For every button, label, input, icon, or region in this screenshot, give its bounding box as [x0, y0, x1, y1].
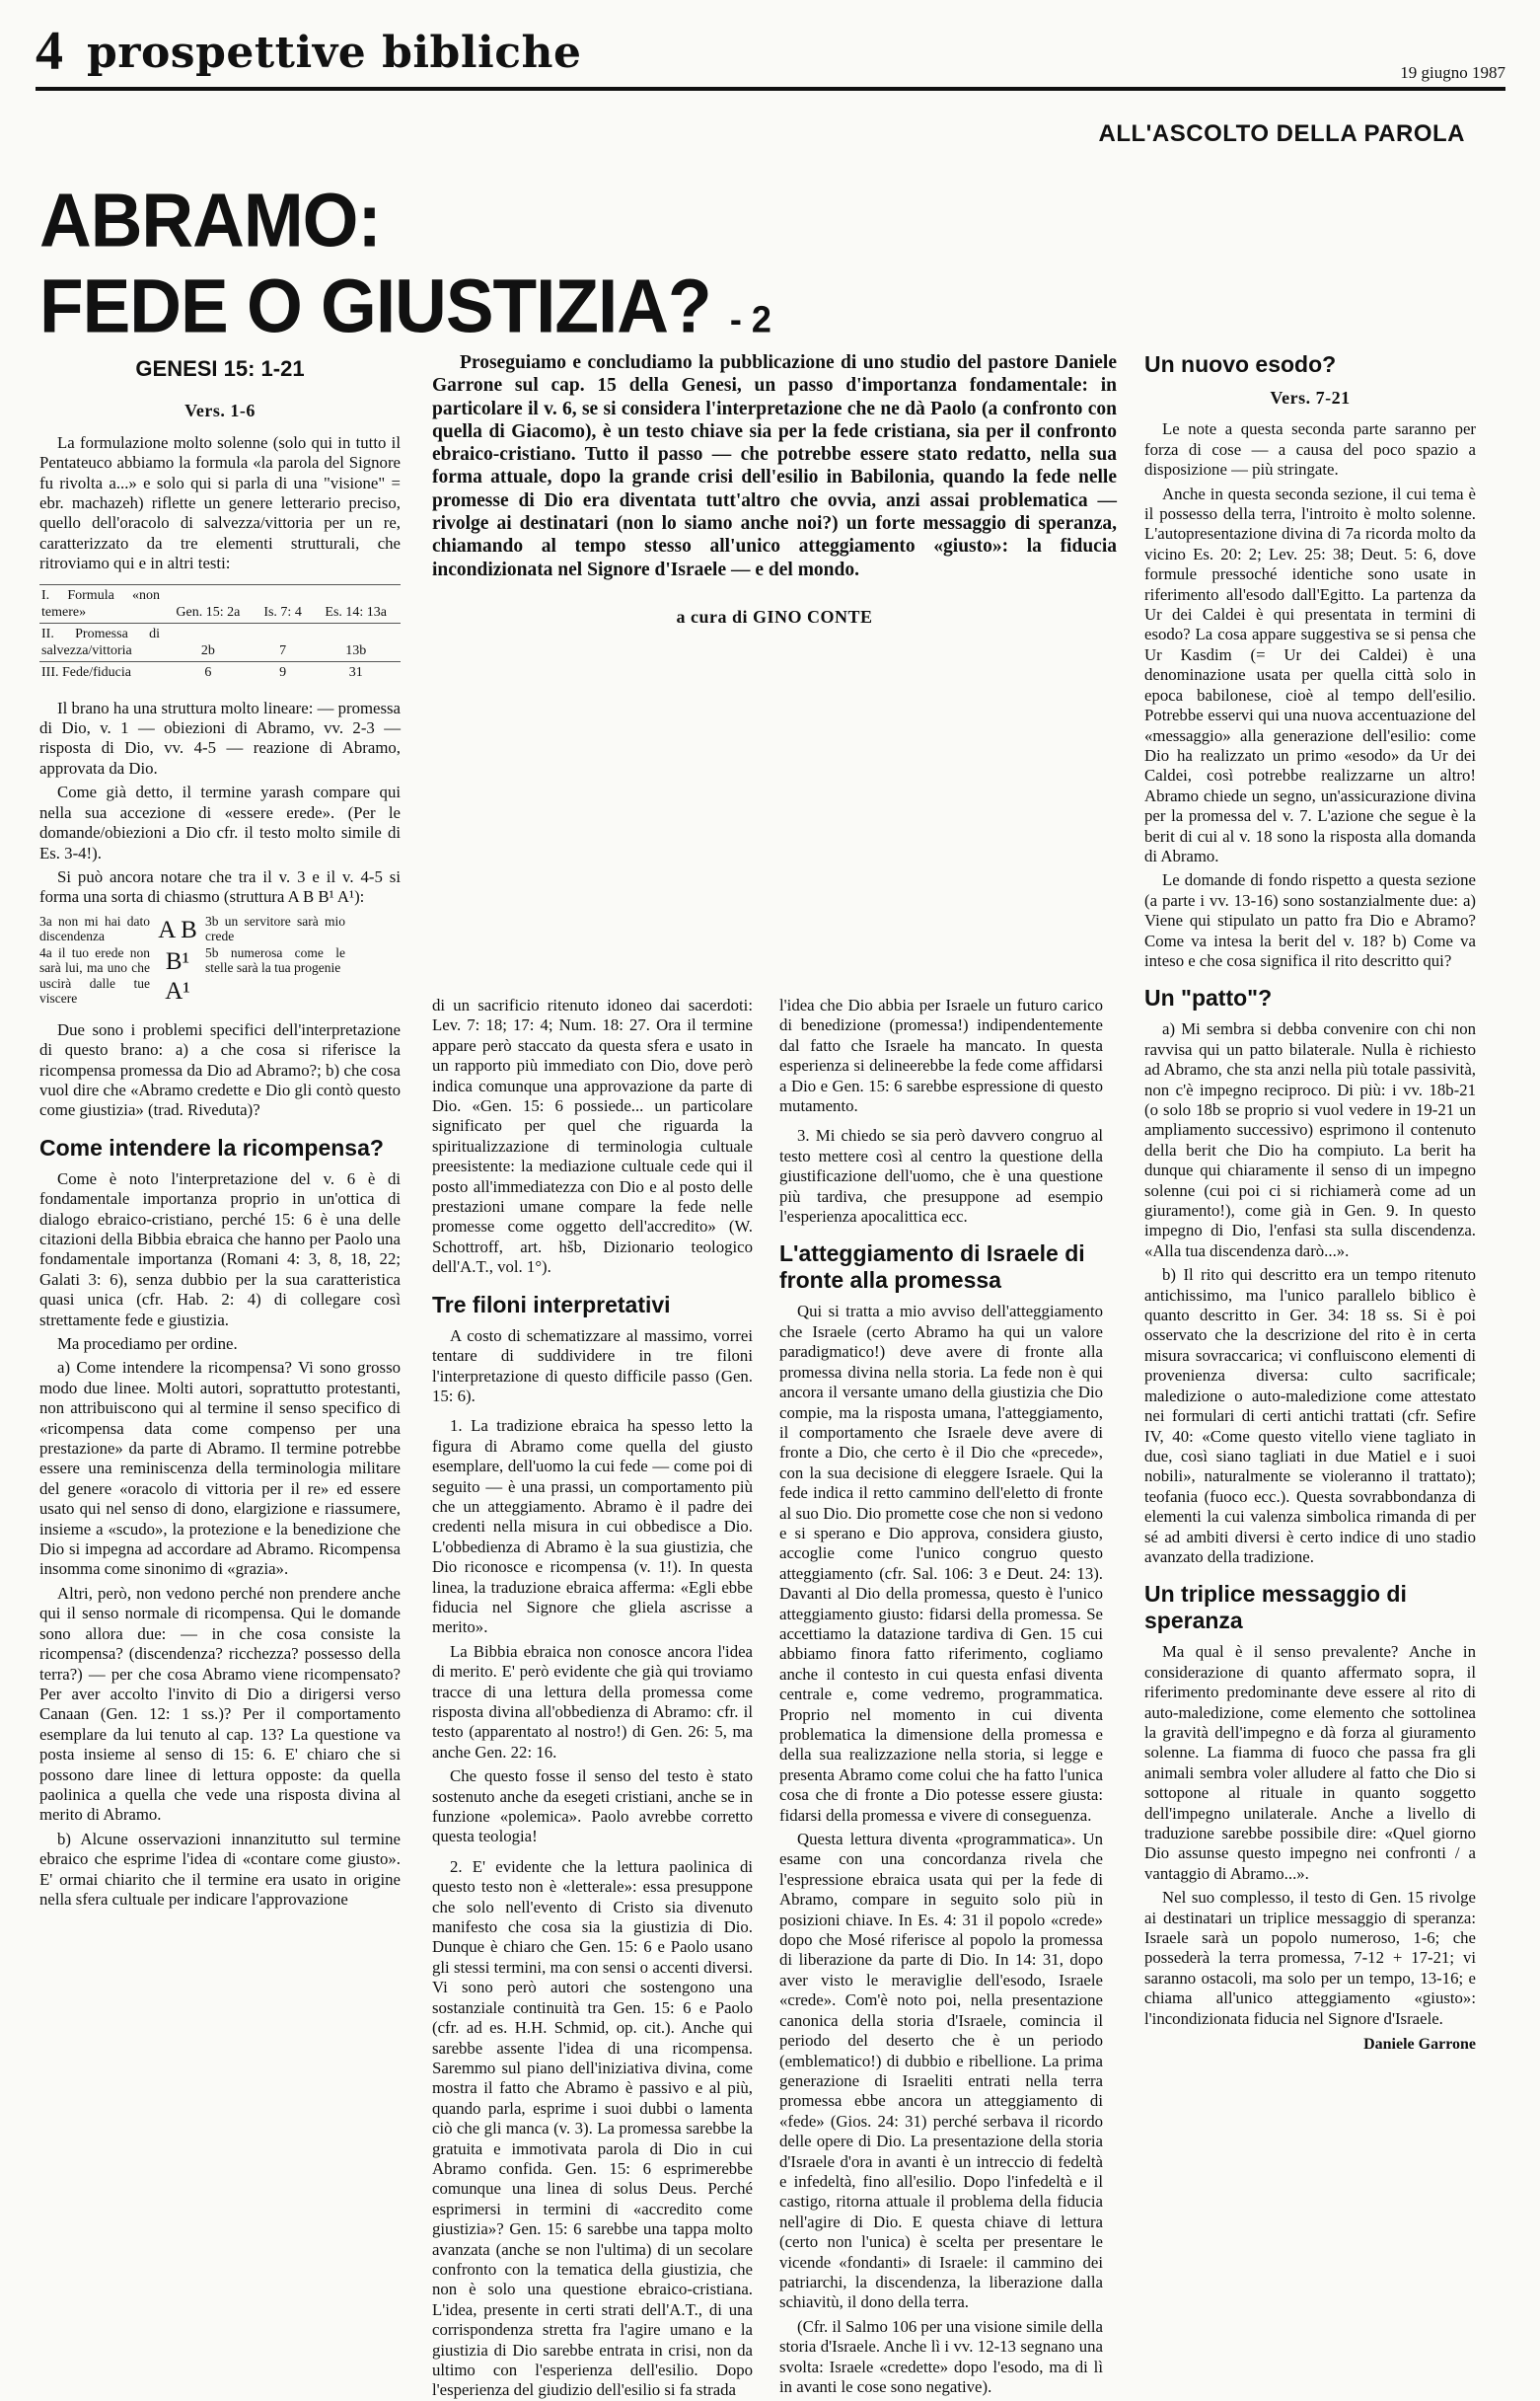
paragraph: di un sacrificio ritenuto idoneo dai sacerdoti: Lev. 7: 18; 17: 4; Num. 18: 27. Ora il termine appare però staccato da questa sfera e usato in un rapporto più immediato con Dio, dove però indica comunque una approvazione da parte di Dio. «Gen. 15: 6 possiede... un particolare significato per quel che riguarda la spiritualizzazione di terminologia cultuale preesistente: la mediazione cultuale cede qui il posto all'immediatezza con Dio e al posto delle prestazioni umane compare la fede nelle promesse come oggetto dell'accreditо» (W. Schottroff, art. hšb, Dizionario teologico dell'A.T., vol. 1°). [432, 996, 753, 1277]
headline-part: - 2 [729, 297, 771, 340]
chiasm-a: 3a non mi hai dato discendenza [39, 913, 150, 944]
paragraph: 2. E' evidente che la lettura paolinica di questo testo non è «letterale»: essa presuppone che solo nell'evento di Cristo sia divenuto manifesto che cosa sia la giustizia di Dio. Dunque è chiaro che Gen. 15: 6 e Paolo usano gli stessi termini, ma con sensi o accenti diversi. Vi sono però autori che sostengono una sostanziale continuità tra Gen. 15: 6 e Paolo (cfr. ad es. H.H. Schmid, op. cit.). Anche qui sarebbe assente l'idea di una ricompensa. Saremmo sul piano dell'iniziativa divina, come mostra il fatto che Abramo è passivo e al più, quando parla, esprime i suoi dubbi o lamenta ciò che gli manca (v. 3). La promessa sarebbe la gratuita e immotivata parola di Dio in cui Abramo confida. Gen. 15: 6 esprimerebbe comunque una linea di solus Deus. Perché esprimersi in termini di «accredito come giustizia»? Gen. 15: 6 sarebbe una tappa molto avanzata (anche se non l'ultima) di un secolare confronto con la tematica della giustizia, che non è solo una questione ebraico-cristiana. L'idea, presente in certi strati dell'A.T., di una corrispondenza stretta fra l'agire umano e la giustizia di Dio sarebbe entrata in crisi, non da ultimo con l'esperienza dell'esilio. Dopo l'esperienza del giudizio dell'esilio si fa strada [432, 1856, 753, 2400]
paragraph: Qui si tratta a mio avviso dell'atteggiamento che Israele (certo Abramo ha qui un valore paradigmatico!) deve avere di fronte alla promessa divina nella storia. La fede non è qui ancora il versante umano della giustizia che Dio compie, ma la risposta umana, l'atteggiamento, il comportamento che Israele deve avere di fronte a Dio, che certo è il Dio che «precede», con la sua decisione di eleggere Israele. Qui la fede indica il retto cammino dell'eletto di fronte al suo Dio. Dio promette cose che non si vedono e si sperano e Dio approva, considera giusto, accoglie come l'unico congruo questo atteggiamento (cfr. Sal. 106: 3 e Deut. 24: 13). Davanti al Dio della promessa, questo è l'unico atteggiamento giusto: fidarsi della promessa. Se accettiamo la datazione tardiva di Gen. 15 cui abbiamo finora fatto riferimento, cogliamo anche il contesto in cui questa enfasi diventa centrale e, come vedremo, programmatica. Proprio nel momento in cui diventa problematica la dimensione della promessa e della sua realizzazione nella storia, si legge e presenta Abramo come colui che ha fatto l'unica cosa che di fronte a Dio potesse essere giusta: fidarsi della promessa e vivere di conseguenza. [779, 1302, 1103, 1825]
table-cell: II. Promessa di salvezza/vittoria [41, 626, 160, 658]
chiasm-letters-top: A B [158, 916, 197, 943]
headline [39, 178, 771, 362]
paragraph: a) Come intendere la ricompensa? Vi sono grosso modo due linee. Molti autori, soprattutto protestanti, non attribuiscono qui al termine il senso specifico di «ricompensa data come compenso per una prestazione» da parte di Abramo. Il termine potrebbe essere una reminiscenza della terminologia militare del genere «oracolo di vittoria per il re» ed essere usato qui nel senso di dono, elargizione e riassumere, insieme a «scudo», la protezione e la benedizione che Dio si impegna ad accordare ad Abramo. Ricompensa insomma come sinonimo di «grazia». [39, 1358, 401, 1579]
page-number: 4 [36, 21, 63, 82]
chiasm-b: 3b un servitore sarà mio crede [205, 913, 345, 944]
vers-heading-1: Vers. 1-6 [184, 401, 256, 421]
paragraph: Il brano ha una struttura molto lineare: — promessa di Dio, v. 1 — obiezioni di Abramo, vv. 2-3 — risposta di Dio, vv. 4-5 — reazione di Abramo, approvata da Dio. [39, 698, 401, 778]
headline-line-2-text: FEDE O GIUSTIZIA? [39, 264, 711, 349]
paragraph: Come è noto l'interpretazione del v. 6 è di fondamentale importanza proprio in un'ottica di dialogo ebraico-cristiano, perché 15: 6 è una delle citazioni della Bibbia ebraica che hanno per Paolo una fondamentale importanza (Romani 4: 3, 8, 18, 22; Galati 3: 6), senza dubbio per la sua caratteristica quasi unica (cfr. Hab. 2: 4) di collegare così strettamente fede e giustizia. [39, 1168, 401, 1329]
paragraph: Altri, però, non vedono perché non prendere anche qui il senso normale di ricompensa. Qui le domande sono allora due: — in che cosa consiste la ricompensa? (discendenza? ricchezza? possesso della terra?) — per che cosa Abramo viene ricompensato? Per aver accolto l'invito di Dio a dirigersi verso Canaan (Gen. 12: 1 ss.)? Per il comportamento esemplare da lui tenuto al cap. 13? La questione va posta insieme al senso di 15: 6. E' chiaro che si possono dare linee di lettura opposte: da quella paolinica a quella che vede una risposta divina al merito di Abramo. [39, 1583, 401, 1825]
masthead-rule [36, 87, 1505, 91]
table-cell: Es. 14: 13a [325, 604, 388, 620]
paragraph: Anche in questa seconda sezione, il cui tema è il possesso della terra, l'introito è molto solenne. L'autopresentazione divina di 7a ricorda molto da vicino Es. 20: 2; Lev. 25: 38; Deut. 5: 6, dove formule pressoché identiche sono usate in riferimento all'esodo dall'Egitto. La partenza da Ur dei Caldei è qui presentata in termini di esodo? La cosa appare suggestiva se si pensa che Ur Kasdim (= Ur dei Caldei) è una denominazione usata per quella città solo in epoca babilonese, cioè al tempo dell'esilio. Potrebbe esservi qui una nuova accentuazione del «messaggio» alla generazione dell'esilio: come Dio ha realizzato un primo «esodo» da Ur dei Caldei, così potrebbe realizzarne un altro! Abramo chiede un segno, un'assicurazione divina per la promessa del v. 7. L'azione che segue è la berit di cui al v. 18 sono la risposta alla domanda di Abramo. [1144, 484, 1476, 865]
table-cell: 2b [200, 642, 215, 658]
section-heading: Come intendere la ricompensa? [39, 1134, 384, 1161]
section-kicker: ALL'ASCOLTO DELLA PAROLA [1098, 120, 1465, 147]
table-cell: 13b [345, 642, 367, 658]
paragraph: (Cfr. il Salmo 106 per una visione simile della storia d'Israele. Anche lì i vv. 12-13 segnano una svolta: Israele «credette» dopo l'esodo, ma di lì in avanti le cose sono negative). [779, 2316, 1103, 2396]
table-cell: III. Fede/fiducia [41, 664, 131, 680]
chiasm-a1: 4a il tuo erede non sarà lui, ma uno che uscirà dalle tue viscere [39, 944, 150, 1007]
table-cell: I. Formula «non temere» [41, 587, 160, 620]
vers-heading-2: Vers. 7-21 [1270, 388, 1351, 408]
paragraph: Si può ancora notare che tra il v. 3 e il v. 4-5 si forma una sorta di chiasmo (struttura A B B¹ A¹): [39, 866, 401, 907]
table-cell: 31 [348, 664, 363, 680]
column-4 [1144, 351, 1476, 2138]
table-row [39, 624, 401, 662]
paragraph: Che questo fosse il senso del testo è stato sostenuto anche da esegeti cristiani, anche se in funzione «polemica». Paolo avrebbe corretto questa teologia! [432, 1766, 753, 1846]
paragraph: Le domande di fondo rispetto a questa sezione (a parte i vv. 13-16) sono sostanzialmente due: a) Viene qui stipulato un patto fra Dio e Abramo? Come va intesa la berit del v. 18? b) Come va inteso e che cosa significa il rito descritto qui? [1144, 870, 1476, 970]
section-heading: Un triplice messaggio di speranza [1144, 1581, 1407, 1634]
paragraph: l'idea che Dio abbia per Israele un futuro carico di benedizione (promessa!) indipendentemente dal fatto che Israele ha mancato. In questa esperienza si delineerebbe la fede come affidarsi a Dio e Gen. 15: 6 sarebbe espressione di questo mutamento. [779, 996, 1103, 1116]
paragraph: A costo di schematizzare al massimo, vorrei tentare di suddividere in tre filoni l'interpretazione di questo difficile passo (Gen. 15: 6). [432, 1325, 753, 1405]
paragraph: Questa lettura diventa «programmatica». Un esame con una concordanza rivela che l'espressione ebraica usata qui per la fede di Abramo, compare in seguito solo più in posizioni chiave. In Es. 4: 31 il popolo «crede» dopo che Mosé riferisce al popolo la promessa di liberazione da parte di Dio. In 14: 31, dopo aver visto le meraviglie dell'esodo, Israele «crede». Com'è noto poi, nella presentazione canonica della storia d'Israele, comincia il periodo del deserto che è un periodo (emblematico!) di dubbio e ribellione. La prima generazione di Israeliti entrati nella terra promessa ebbe ancora un atteggiamento di «fede» (Gios. 24: 31) perché serbava il ricordo delle opere di Dio. La presentazione della storia d'Israele d'ora in avanti è un intreccio di fedeltà e infedeltà, fino all'esilio. Dopo l'infedeltà e il castigo, ritorna attuale il problema della fiducia nell'agire di Dio. E questa chiave di lettura (certo non l'unica) è scelta per presentare le vicende «fondanti» di Israele: il cammino dei patriarchi, la discendenza, la liberazione dalla schiavitù, il dono della terra. [779, 1830, 1103, 2312]
paragraph: a) Mi sembra si debba convenire con chi non ravvisa qui un patto bilaterale. Nulla è richiesto ad Abramo, che sta anzi nella più totale passività, non c'è impegno reciproco. Di più: i vv. 18b-21 (o solo 18b se proprio si vuol vedere in 19-21 un ampliamento successivo) esprimono il contenuto della berit che Dio ha compiuto. La berit ha dunque qui chiaramente il senso di un impegno solenne (cui poi ci si richiamerà come ad un giuramento!), come già in Gen. 9. In questo impegno di Dio, l'enfasi sta sulla discendenza. «Alla tua discendenza darò...». [1144, 1019, 1476, 1260]
article-intro: Proseguiamo e concludiamo la pubblicazione di uno studio del pastore Daniele Garrone sul cap. 15 della Genesi, un passo d'importanza fondamentale: in particolare il v. 6, se si considera l'interpretazione che ne dà Paolo (a confronto con quella di Giacomo), è un testo chiave sia per la fede cristiana, sia per il confronto ebraico-cristiano. Tutto il passo — che potrebbe essere stato redatto, nella sua forma attuale, dopo la grande crisi dell'esilio in Babilonia, quando la fede nelle promesse di Dio era diventata tutt'altro che ovvia, anzi assai problematica — rivolge ai destinatari (non lo siamo anche noi?) un forte messaggio di speranza, chiamando al tempo stesso all'unico atteggiamento «giusto»: la fiducia incondizionata nel Signore d'Israele — e del mondo. [432, 352, 1117, 580]
headline-line-2 [39, 263, 771, 362]
paragraph: 3. Mi chiedo se sia però davvero congruo al testo mettere così al centro la questione della giustificazione dell'uomo, che è una questione più tardiva, che presuppone ad esempio l'esperienza apocalittica ecc. [779, 1126, 1103, 1227]
table-cell: Is. 7: 4 [263, 604, 302, 620]
chiasm-letters-bottom: B¹ A¹ [165, 947, 190, 1005]
author-signature: Daniele Garrone [1363, 2036, 1476, 2054]
table-row [39, 585, 401, 624]
headline-line-1: ABRAMO: [39, 179, 381, 263]
section-heading: Un nuovo esodo? [1144, 351, 1337, 377]
paper-name: prospettive bibliche [87, 28, 582, 78]
column-3 [779, 996, 1103, 2396]
paragraph: b) Alcune osservazioni innanzitutto sul termine ebraico che esprime l'idea di «contare come giusto». E' ormai chiarito che il termine era usato in origine nella sfera cultuale per indicare l'approvazione [39, 1829, 401, 1909]
masthead [36, 21, 1505, 85]
paragraph: Due sono i problemi specifici dell'interpretazione di questo brano: a) a che cosa si riferisce la ricompensa promessa da Dio ad Abramo?; b) che cosa vuol dire che «Abramo credette e Dio gli contò questo come giustizia» (trad. Riveduta)? [39, 1019, 401, 1120]
paragraph: b) Il rito qui descritto era un tempo ritenuto antichissimo, ma l'unico parallelo biblico è quanto descritto in Ger. 34: 18 ss. Si è poi osservato che la descrizione del rito è in certa misura sovraccarica; vi confluiscono elementi di provenienza diversa: culto sacrificale; maledizione o auto-maledizione come attestato nei formulari di certi antichi trattati (cfr. Sefire IV, 40: «Come questo vitello viene tagliato in due, così siano tagliati in due Matiel e i suoi nobili», naturalmente se violeranno il trattato); teofania (fuoco ecc.). Questa sovrabbondanza di elementi la cui valenza simbolica rimanda di per sé ad ambiti diversi è certo indice di uno stadio avanzato della tradizione. [1144, 1265, 1476, 1566]
paragraph: Ma qual è il senso prevalente? Anche in considerazione di quanto affermato sopra, il riferimento predominante deve essere al rito di auto-maledizione, come elemento che sottolinea la gravità dell'impegno e dà forza al giuramento solenne. La fiamma di fuoco che passa fra gli animali sembra voler alludere al fatto che Dio si sottopone al rituale in quanto soggetto dell'impegno unilaterale. Anche a livello di traduzione sarebbe possibile dire: «Quel giorno Dio assunse questo impegno nei confronti / a vantaggio di Abramo...». [1144, 1642, 1476, 1883]
table-cell: 7 [279, 642, 287, 658]
paragraph: 1. La tradizione ebraica ha spesso letto la figura di Abramo come quella del giusto esemplare, dell'uomo la cui fede — come poi di seguito — è una prassi, un comportamento più che un atteggiamento. Abramo è il padre dei credenti nella misura in cui obbedisce a Dio. L'obbedienza di Abramo è la sua giustizia, che Dio riconosce e ricompensa (v. 1!). In questa linea, la traduzione ebraica afferma: «Egli ebbe fiducia nel Signore che gliela ascrisse a merito». [432, 1416, 753, 1637]
column-1 [39, 351, 401, 2098]
paragraph: Come già detto, il termine yarash compare qui nella sua accezione di «essere erede». (Per le domande/obiezioni a Dio cfr. il testo molto simile di Es. 3-4!). [39, 783, 401, 863]
paragraph: Ma procediamo per ordine. [57, 1334, 238, 1353]
column-1-title: GENESI 15: 1-21 [135, 356, 305, 381]
chiasm-b1: 5b numerosa come le stelle sarà la tua progenie [205, 944, 345, 976]
section-heading: L'atteggiamento di Israele di fronte alla promessa [779, 1240, 1085, 1294]
table-row [39, 662, 401, 683]
column-2 [432, 996, 753, 2400]
byline: a cura di GINO CONTE [676, 607, 873, 627]
table-cell: 9 [279, 664, 287, 680]
section-heading: Tre filoni interpretativi [432, 1291, 671, 1317]
paragraph: Nel suo complesso, il testo di Gen. 15 rivolge ai destinatari un triplice messaggio di speranza: Israele sarà un popolo numeroso, 1-6; che possederà la terra promessa, 7-12 + 17-21; vi saranno ostacoli, ma solo per un tempo, 13-16; e chiama all'unico atteggiamento «giusto»: l'incondizionata fiducia nel Signore d'Israele. [1144, 1888, 1476, 2028]
table-cell: Gen. 15: 2a [176, 604, 241, 620]
section-heading: Un "patto"? [1144, 985, 1273, 1012]
paragraph: La Bibbia ebraica non conosce ancora l'idea di merito. E' però evidente che già qui troviamo tracce di una lettura della promessa come risposta divina all'obbedienza di Abramo: cfr. il testo (apparentato al nostro!) di Gen. 26: 5, ma anche Gen. 22: 16. [432, 1641, 753, 1762]
table-cell: 6 [204, 664, 212, 680]
issue-date: 19 giugno 1987 [1400, 63, 1505, 82]
paragraph: La formulazione molto solenne (solo qui in tutto il Pentateuco abbiamo la formula «la parola del Signore fu rivolta a...» e solo qui si parla di una "visione" = ebr. machazeh) riflette un genere letterario preciso, quello dell'oracolo di salvezza/vittoria per un re, caratterizzato da tre elementi strutturali, che ritroviamo qui e in altri testi: [39, 432, 401, 573]
paragraph: Le note a questa seconda parte saranno per forza di cose — a causa del poco spazio a disposizione — più stringate. [1144, 419, 1476, 480]
formula-table [39, 584, 401, 683]
chiasm-diagram [39, 914, 401, 1007]
